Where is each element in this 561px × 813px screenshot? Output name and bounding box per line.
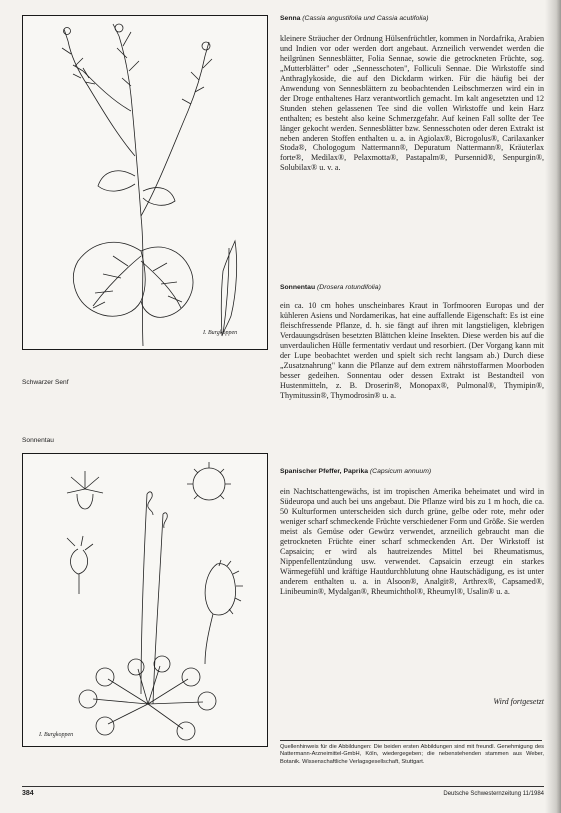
sundew-plant-drawing — [23, 454, 267, 746]
signature-1: I. Burgkoppen — [203, 330, 238, 336]
entry-name: Sonnentau — [280, 284, 316, 291]
mustard-plant-drawing — [23, 16, 267, 349]
entry-latin: (Cassia angustifolia und Cassia acutifolia) — [302, 15, 429, 22]
illustration-sonnentau — [22, 453, 268, 747]
continuation-note: Wird fortgesetzt — [493, 697, 544, 706]
entry-title-paprika — [280, 467, 544, 476]
journal-footer: Deutsche Schwesternzeitung 11/1984 — [443, 791, 544, 797]
signature-2: I. Burgkoppen — [39, 732, 74, 738]
entry-latin: (Capsicum annuum) — [369, 468, 432, 475]
divider — [280, 740, 542, 741]
page-edge-shadow — [545, 0, 561, 813]
image-source-note: Quellenhinweis für die Abbildungen: Die beiden ersten Abbildungen sind mit freundl. Genehmigung des Nattermann-Arzneimittel-GmbH, Köln, wiedergegeben; die nebenstehenden stammen aus Weber, Botanik. Wissenschaftliche Verlagsgesellschaft, Stuttgart. — [280, 744, 544, 765]
entry-title-sonnentau — [280, 283, 544, 292]
entry-name: Senna — [280, 15, 301, 22]
entry-name: Spanischer Pfeffer, Paprika — [280, 468, 369, 475]
entry-body-paprika: ein Nachtschattengewächs, ist im tropischen Amerika beheimatet und wird in Südeuropa und auch bei uns angebaut. Die Pflanze wird bis zu 1 m hoch, die ca. 50 Kulturformen unterscheiden sich durch grüne, gelbe oder rote, mehr oder weniger scharf schmeckende Früchte verschiedener Form und Größe. Sie werden meist als Gemüse oder Gewürz verwendet, arzneilich gebraucht man die getrockneten Früchte einer scharf schmeckenden Art. Der Wirkstoff ist Capsaicin; er wird als hautreizendes Mittel bei Rheumatismus, Nippenfellentzündung usw. verwendet. Capsaicin erzeugt ein starkes Wärmegefühl und kräftige Hautdurchblutung ohne Hautschädigung, es ist unter anderem enthalten u. a. in Alsoon®, Analgit®, Arthrex®, Capsamed®, Linibeumin®, Mydalgan®, Rheumichthol®, Rheumyl®, Usalin® u. a. — [280, 487, 544, 596]
entry-body-senna: kleinere Sträucher der Ordnung Hülsenfrüchtler, kommen in Nordafrika, Arabien und Indien vor oder werden dort angebaut. Arzneilich verwendet werden die heilgrünen Sennesblätter, Folia Sennae, sowie die getrockneten Früchte, sog. „Mutterblätter" oder „Sennesschoten", Folliculi Sennae. Die Wirkstoffe sind Anthraglykoside, die auf den Dickdarm wirken. Für die häufig bei der Anwendung von Sennesblättern zu beobachtenden Leibschmerzen wird ein in der Droge enthaltenes Harz verantwortlich gemacht. Im kalt angesetzten und 12 Stunden stehen gelassenen Tee sind die vollen Wirkstoffe und kein Harz enthalten; es besteht also keine Schmerzgefahr. Auf keinen Fall sollte der Tee länger gekocht werden. Sennesblätter bzw. Sennesschoten oder deren Extrakt ist neben anderen Stoffen enthalten u. a. in Agiolax®, Bicrogolus®, Carilaxanker Stoda®, Chologogum Nattermann®, Depuratum Nattermann®, Kräuterlax forte®, Medilax®, Pelaxmotta®, Pastapalm®, Pursennid®, Senpurgin®, Solubilax® u. v. a. — [280, 34, 544, 173]
illustration-schwarzer-senf — [22, 15, 268, 350]
footer-divider — [22, 786, 544, 787]
entry-title-senna — [280, 14, 544, 23]
entry-latin: (Drosera rotundifolia) — [317, 284, 381, 291]
entry-body-sonnentau: ein ca. 10 cm hohes unscheinbares Kraut in Torfmooren Europas und der kühleren Asiens und Nordamerikas, hat eine auffallende Eigenschaft: Es ist eine fleischfressende Pflanze, d. h. sie fängt auf ihren mit langstieligen, klebrigen Verdauungsdrüsen besetzten Blättchen kleine Insekten. Diese werden bis auf die unverdaulichen Hülle fermentativ verdaut und resorbiert. (Der Vorgang kann mit der Lupe beobachtet werden und spielt sich recht langsam ab.) Durch diese „Zusatznahrung" kann die Pflanze auf dem extrem nährstoffarmen Moorboden besser gedeihen. Sonnentau oder dessen Extrakt ist Bestandteil von Hustenmitteln, z. B. Droserin®, Monopax®, Pulmonal®, Thymipin®, Thymitussin®, Thymodrosin® u. a. — [280, 301, 544, 400]
caption-schwarzer-senf: Schwarzer Senf — [22, 379, 69, 386]
caption-sonnentau: Sonnentau — [22, 437, 54, 444]
page-number: 384 — [22, 790, 34, 797]
